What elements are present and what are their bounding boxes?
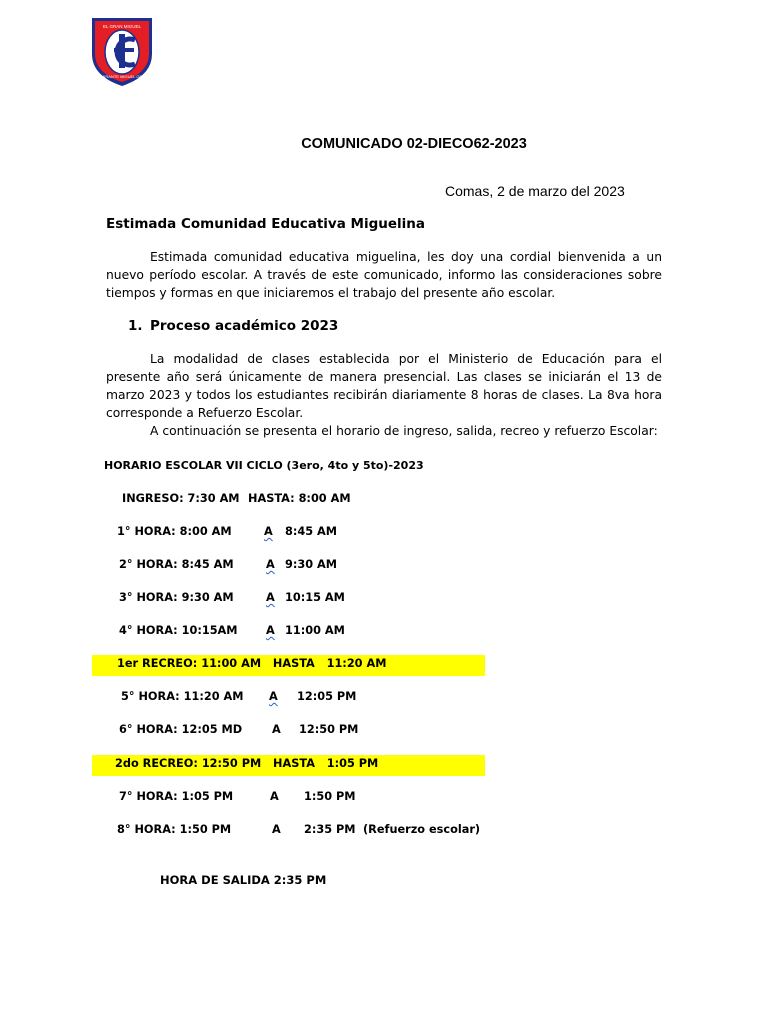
row-separator: A xyxy=(270,790,279,803)
row-end: 1:50 PM xyxy=(304,790,356,803)
section-heading xyxy=(128,318,338,334)
school-logo xyxy=(88,14,156,88)
row-end: 12:50 PM xyxy=(299,723,359,736)
academic-block xyxy=(106,350,662,440)
ingreso-label: INGRESO: 7:30 AM xyxy=(122,492,240,505)
document-date: Comas, 2 de marzo del 2023 xyxy=(445,183,625,199)
row-separator: A xyxy=(266,624,275,637)
row-end: 8:45 AM xyxy=(285,525,338,538)
row-note: (Refuerzo escolar) xyxy=(363,823,481,836)
academic-paragraph: La modalidad de clases establecida por el Ministerio de Educación para el presente año será únicamente de manera presencial. Las clases se iniciarán el 13 de marzo 2023 y todos los estudiantes recibirán diariamente 8 horas de clases. La 8va hora corresponde a Refuerzo Escolar. xyxy=(106,352,662,420)
row-end: 12:05 PM xyxy=(297,690,357,703)
school-crest-icon xyxy=(88,14,156,88)
logo-top-text: EL GRAN MIGUEL xyxy=(102,24,142,29)
row-end: 9:30 AM xyxy=(285,558,338,571)
section-title: Proceso académico 2023 xyxy=(150,318,339,334)
row-start: 1° HORA: 8:00 AM xyxy=(117,525,232,538)
row-start: 3° HORA: 9:30 AM xyxy=(119,591,234,604)
exit-time: HORA DE SALIDA 2:35 PM xyxy=(160,873,327,887)
row-separator: A xyxy=(266,558,275,571)
section-number: 1. xyxy=(128,318,143,334)
row-end: 10:15 AM xyxy=(285,591,345,604)
row-separator: A xyxy=(272,723,281,736)
row-separator: A xyxy=(269,690,278,703)
row-start: 6° HORA: 12:05 MD xyxy=(119,723,243,736)
row-end: 11:00 AM xyxy=(285,624,345,637)
row-start: 8° HORA: 1:50 PM xyxy=(117,823,232,836)
row-start: 7° HORA: 1:05 PM xyxy=(119,790,234,803)
logo-bottom-text: ALMIRANTE MIGUEL GRAU xyxy=(96,74,148,79)
row-start: 2° HORA: 8:45 AM xyxy=(119,558,234,571)
intro-paragraph: Estimada comunidad educativa miguelina, les doy una cordial bienvenida a un nuevo período escolar. A través de este comunicado, informo las consideraciones sobre tiempos y formas en que iniciaremos el trabajo del presente año escolar. xyxy=(106,250,662,300)
row-end: 2:35 PM xyxy=(304,823,356,836)
row-start: 4° HORA: 10:15AM xyxy=(119,624,238,637)
recreo-1: 1er RECREO: 11:00 AM HASTA 11:20 AM xyxy=(117,657,387,670)
ingreso-hasta: HASTA: 8:00 AM xyxy=(248,492,351,505)
row-separator: A xyxy=(266,591,275,604)
schedule-title: HORARIO ESCOLAR VII CICLO (3ero, 4to y 5to)-2023 xyxy=(104,459,424,472)
row-separator: A xyxy=(272,823,281,836)
recreo-2: 2do RECREO: 12:50 PM HASTA 1:05 PM xyxy=(115,757,379,770)
document-title: COMUNICADO 02-DIECO62-2023 xyxy=(301,136,527,152)
greeting: Estimada Comunidad Educativa Miguelina xyxy=(106,216,425,232)
row-separator: A xyxy=(264,525,273,538)
continuation-paragraph: A continuación se presenta el horario de ingreso, salida, recreo y refuerzo Escolar: xyxy=(150,424,658,438)
row-start: 5° HORA: 11:20 AM xyxy=(121,690,244,703)
